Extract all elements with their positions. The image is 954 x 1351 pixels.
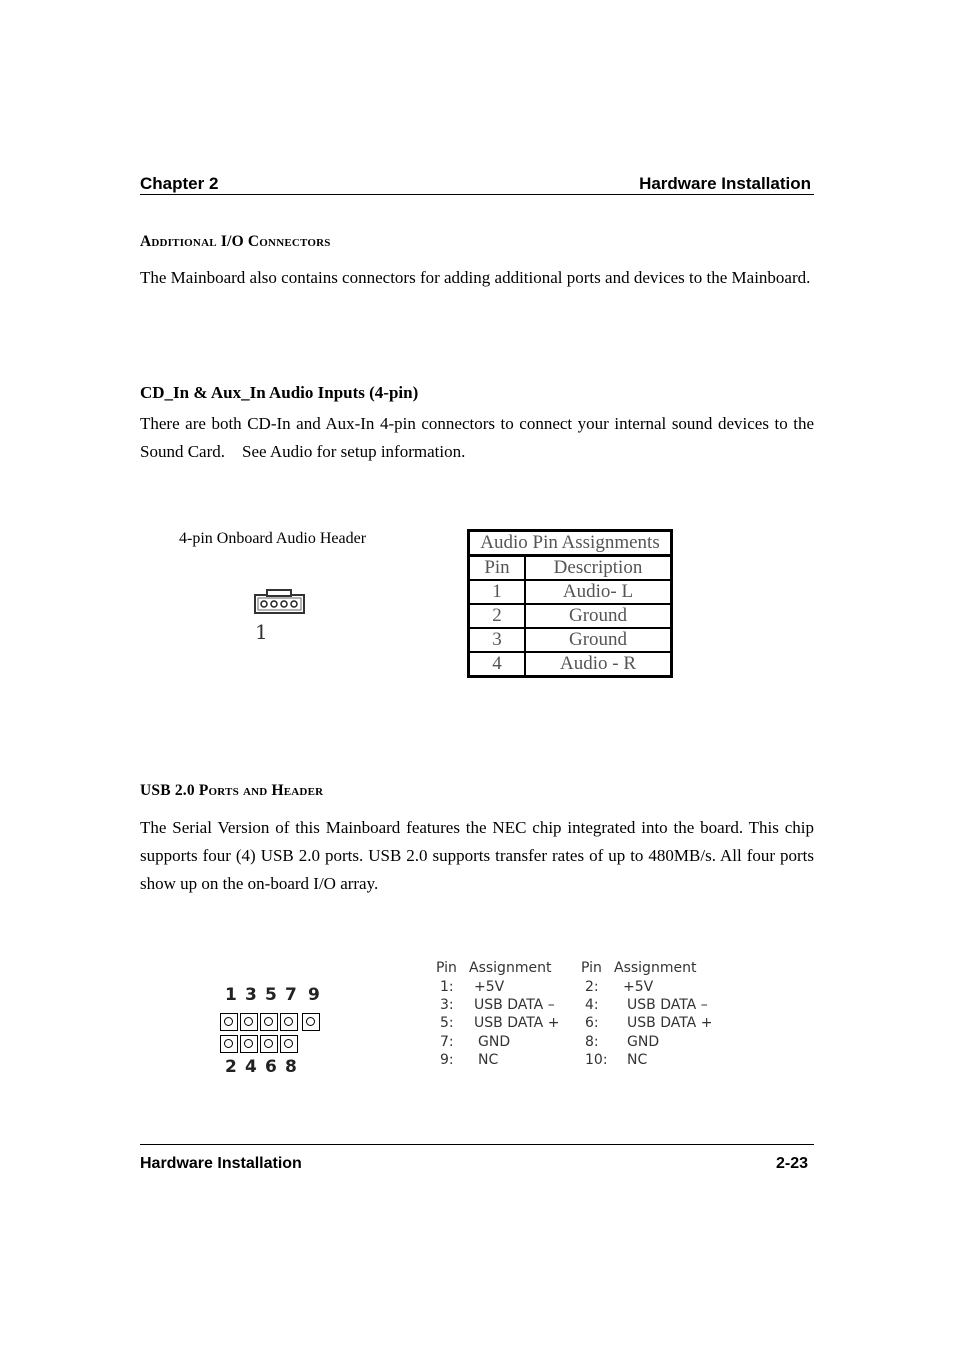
usb-pin-socket: [260, 1035, 278, 1053]
usb-pin-socket: [240, 1013, 258, 1031]
audio-pin1-label: 1: [255, 620, 268, 643]
audio-col-desc-header: Description: [525, 556, 672, 581]
usb-bottom-pin-number: 6: [265, 1057, 277, 1077]
audio-pin-table: [467, 529, 673, 678]
usb-assign-cell: +5V: [474, 979, 505, 995]
audio-desc-cell: Audio - R: [525, 652, 672, 677]
usb-pin-socket: [260, 1013, 278, 1031]
footer-divider: [140, 1144, 814, 1145]
usb-col-assignment-header: Assignment: [469, 960, 552, 976]
usb-assign-cell: +5V: [623, 979, 654, 995]
audio-pin-cell: 4: [469, 652, 526, 677]
page-header: [140, 174, 814, 195]
footer-section-title: Hardware Installation: [140, 1155, 302, 1172]
usb-top-pin-number: 5: [265, 985, 277, 1005]
header-section-title: Hardware Installation: [639, 174, 811, 193]
audio-pin-cell: 1: [469, 580, 526, 604]
audio-header-icon: [250, 587, 310, 648]
usb-assign-cell: NC: [478, 1052, 499, 1068]
section-heading-usb: USB 2.0 Ports and Header: [140, 782, 324, 799]
audio-col-pin-header: Pin: [469, 556, 526, 581]
usb-pin-socket: [240, 1035, 258, 1053]
usb-pin-cell: 9:: [440, 1052, 454, 1068]
usb-col-pin-header: Pin: [581, 960, 602, 976]
usb-assign-cell: USB DATA +: [627, 1015, 713, 1031]
usb-pin-cell: 8:: [585, 1034, 599, 1050]
audio-pin-cell: 2: [469, 604, 526, 628]
usb-assign-cell: GND: [627, 1034, 660, 1050]
usb-pin-assignment-table: [434, 958, 734, 1078]
usb-top-pin-number: 7: [285, 985, 297, 1005]
usb-pin-cell: 10:: [585, 1052, 608, 1068]
usb-pin-cell: 5:: [440, 1015, 454, 1031]
usb-pin-socket: [220, 1013, 238, 1031]
usb-bottom-pin-number: 4: [245, 1057, 257, 1077]
audio-header-caption: 4-pin Onboard Audio Header: [179, 530, 367, 547]
audio-desc-cell: Audio- L: [525, 580, 672, 604]
usb-assign-cell: NC: [627, 1052, 648, 1068]
usb-col-pin-header: Pin: [436, 960, 457, 976]
section-heading-additional-io: Additional I/O Connectors: [140, 233, 331, 250]
usb-pin-cell: 2:: [585, 979, 599, 995]
audio-table-title: Audio Pin Assignments: [469, 531, 672, 556]
usb-pin-cell: 4:: [585, 997, 599, 1013]
usb-header-diagram: [220, 985, 340, 1080]
usb-pin-cell: 6:: [585, 1015, 599, 1031]
section-paragraph-audio-inputs: There are both CD-In and Aux-In 4-pin connectors to connect your internal sound devices to the Sound Card. See Audio for setup information.: [140, 414, 819, 461]
usb-pin-cell: 1:: [440, 979, 454, 995]
usb-pin-cell: 3:: [440, 997, 454, 1013]
section-paragraph-additional-io: The Mainboard also contains connectors for adding additional ports and devices to the Mainboard.: [140, 268, 811, 287]
usb-col-assignment-header: Assignment: [614, 960, 697, 976]
usb-top-pin-number: 9: [308, 985, 320, 1005]
table-row: [469, 628, 672, 652]
usb-bottom-pin-number: 2: [225, 1057, 237, 1077]
usb-pin-socket: [220, 1035, 238, 1053]
usb-assign-cell: GND: [478, 1034, 511, 1050]
usb-pin-socket: [302, 1013, 320, 1031]
usb-pin-cell: 7:: [440, 1034, 454, 1050]
table-row: [469, 652, 672, 677]
usb-assign-cell: USB DATA –: [474, 997, 555, 1013]
audio-desc-cell: Ground: [525, 628, 672, 652]
audio-pin-cell: 3: [469, 628, 526, 652]
table-row: [469, 580, 672, 604]
usb-bottom-pin-number: 8: [285, 1057, 297, 1077]
chapter-label: Chapter 2: [140, 174, 219, 193]
section-paragraph-usb: The Serial Version of this Mainboard features the NEC chip integrated into the board. This chip supports four (4) USB 2.0 ports. USB 2.0 supports transfer rates of up to 480MB/s. All four ports show up on the on-board I/O array.: [140, 818, 814, 893]
page-number: 2-23: [776, 1155, 809, 1172]
section-heading-audio-inputs: CD_In & Aux_In Audio Inputs (4-pin): [140, 383, 419, 402]
usb-top-pin-number: 3: [245, 985, 257, 1005]
usb-pin-socket: [280, 1035, 298, 1053]
usb-top-pin-number: 1: [225, 985, 237, 1005]
audio-desc-cell: Ground: [525, 604, 672, 628]
usb-assign-cell: USB DATA –: [627, 997, 708, 1013]
usb-pin-socket: [280, 1013, 298, 1031]
usb-assign-cell: USB DATA +: [474, 1015, 560, 1031]
table-row: [469, 604, 672, 628]
